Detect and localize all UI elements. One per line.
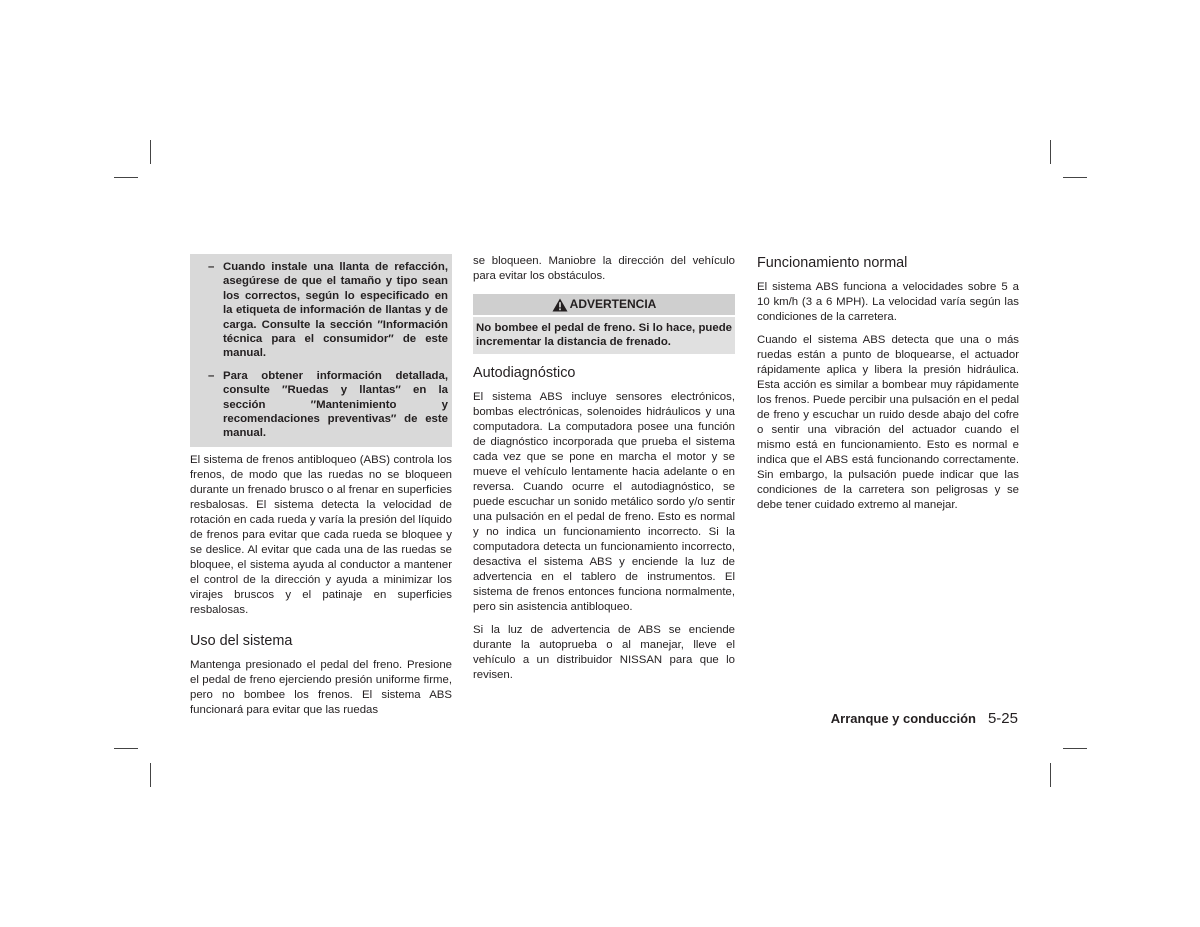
operation-paragraph: Cuando el sistema ABS detecta que una o más ruedas están a punto de bloquearse, el actuador rápidamente aplica y libera la presión hidráulica. Esta acción es similar a bombear muy rápidamente los frenos. Puede percibir una pulsación en el pedal de freno y escuchar un ruido desde abajo del cofre o sentir una vibración del actuador cuando el mismo está en funcionamiento. Esto es normal e indica que el ABS está funcionando correctamente. Sin embargo, la pulsación puede indicar que las condiciones de la carretera son peligrosas y se debe tener cuidado extremo al manejar. (757, 334, 1019, 511)
page-footer (831, 710, 1018, 727)
bullet-dash: – (208, 261, 215, 273)
crop-mark (1063, 177, 1087, 178)
list-item (208, 260, 448, 361)
section-heading-autodiagnostico: Autodiagnóstico (473, 364, 576, 381)
caution-box (190, 254, 452, 447)
autodiagnostico-paragraph: El sistema ABS incluye sensores electrónicos, bombas electrónicas, solenoides hidráulicos y una computadora. La computadora posee una función de diagnóstico incorporada que prueba el sistema cada vez que se pone en marcha el motor y se mueve el vehículo lentamente hacia adelante o en reversa. Cuando ocurre el autodiagnóstico, se puede escuchar un sonido metálico sordo y/o sentir una pulsación en el pedal de freno. Esto es normal y no indica un funcionamiento incorrecto. Si la computadora detecta un funcionamiento incorrecto, desactiva el sistema ABS y enciende la luz de advertencia en el tablero de instrumentos. El sistema de frenos entonces funciona normalmente, pero sin asistencia antibloqueo. (473, 390, 735, 613)
crop-mark (1063, 748, 1087, 749)
list-item-text: Para obtener información detallada, consulte ″Ruedas y llantas″ en la sección ″Mantenimiento y recomendaciones preventivas″ de este manual. (223, 369, 448, 440)
bullet-dash: – (208, 369, 215, 382)
warning-header (473, 294, 735, 315)
section-heading-funcionamiento: Funcionamiento normal (757, 255, 908, 271)
list-item (208, 369, 448, 441)
crop-mark (1050, 140, 1051, 164)
abs-intro-paragraph: El sistema de frenos antibloqueo (ABS) controla los frenos, de modo que las ruedas no se bloqueen durante un frenado brusco o al frenar en superficies resbalosas. El sistema detecta la velocidad de rotación en cada rueda y varía la presión del líquido de frenos para evitar que cada rueda se bloquee y se deslice. Al evitar que cada una de las ruedas se bloquee, el sistema ayuda al conductor a mantener el control de la dirección y ayuda a minimizar los virajes bruscos y el patinaje en superficies resbalosas. (190, 453, 452, 616)
speed-paragraph: El sistema ABS funciona a velocidades sobre 5 a 10 km/h (3 a 6 MPH). La velocidad varía según las condiciones de la carretera. (757, 281, 1019, 323)
warning-triangle-icon (552, 298, 568, 312)
abs-light-paragraph: Si la luz de advertencia de ABS se enciende durante la autoprueba o al manejar, lleve el vehículo a un distribuidor NISSAN para que lo revisen. (473, 623, 735, 681)
crop-mark (1050, 763, 1051, 787)
crop-mark (114, 177, 138, 178)
column-left (190, 254, 452, 726)
list-item-text: Cuando instale una llanta de refacción, asegúrese de que el tamaño y tipo sean los correctos, según lo especificado en la etiqueta de información de llantas y de carga. Consulte la sección ″Información técnica para el consumidor″ de este manual. (223, 261, 448, 360)
warning-box (473, 294, 735, 354)
crop-mark (114, 748, 138, 749)
page-number: 5-25 (987, 710, 1018, 727)
column-right (757, 254, 1019, 521)
warning-title: ADVERTENCIA (569, 297, 657, 311)
column-middle (473, 254, 735, 691)
crop-mark (150, 763, 151, 787)
crop-mark (150, 140, 151, 164)
warning-text: No bombee el pedal de freno. Si lo hace, puede incrementar la distancia de frenado. (473, 317, 735, 354)
continuation-paragraph: se bloqueen. Maniobre la dirección del vehículo para evitar los obstáculos. (473, 255, 735, 282)
section-heading-uso: Uso del sistema (190, 632, 293, 649)
footer-section-title: Arranque y conducción (830, 711, 976, 726)
uso-paragraph: Mantenga presionado el pedal del freno. Presione el pedal de freno ejerciendo presión uniforme firme, pero no bombee los frenos. El sistema ABS funcionará para evitar que las ruedas (190, 658, 452, 716)
